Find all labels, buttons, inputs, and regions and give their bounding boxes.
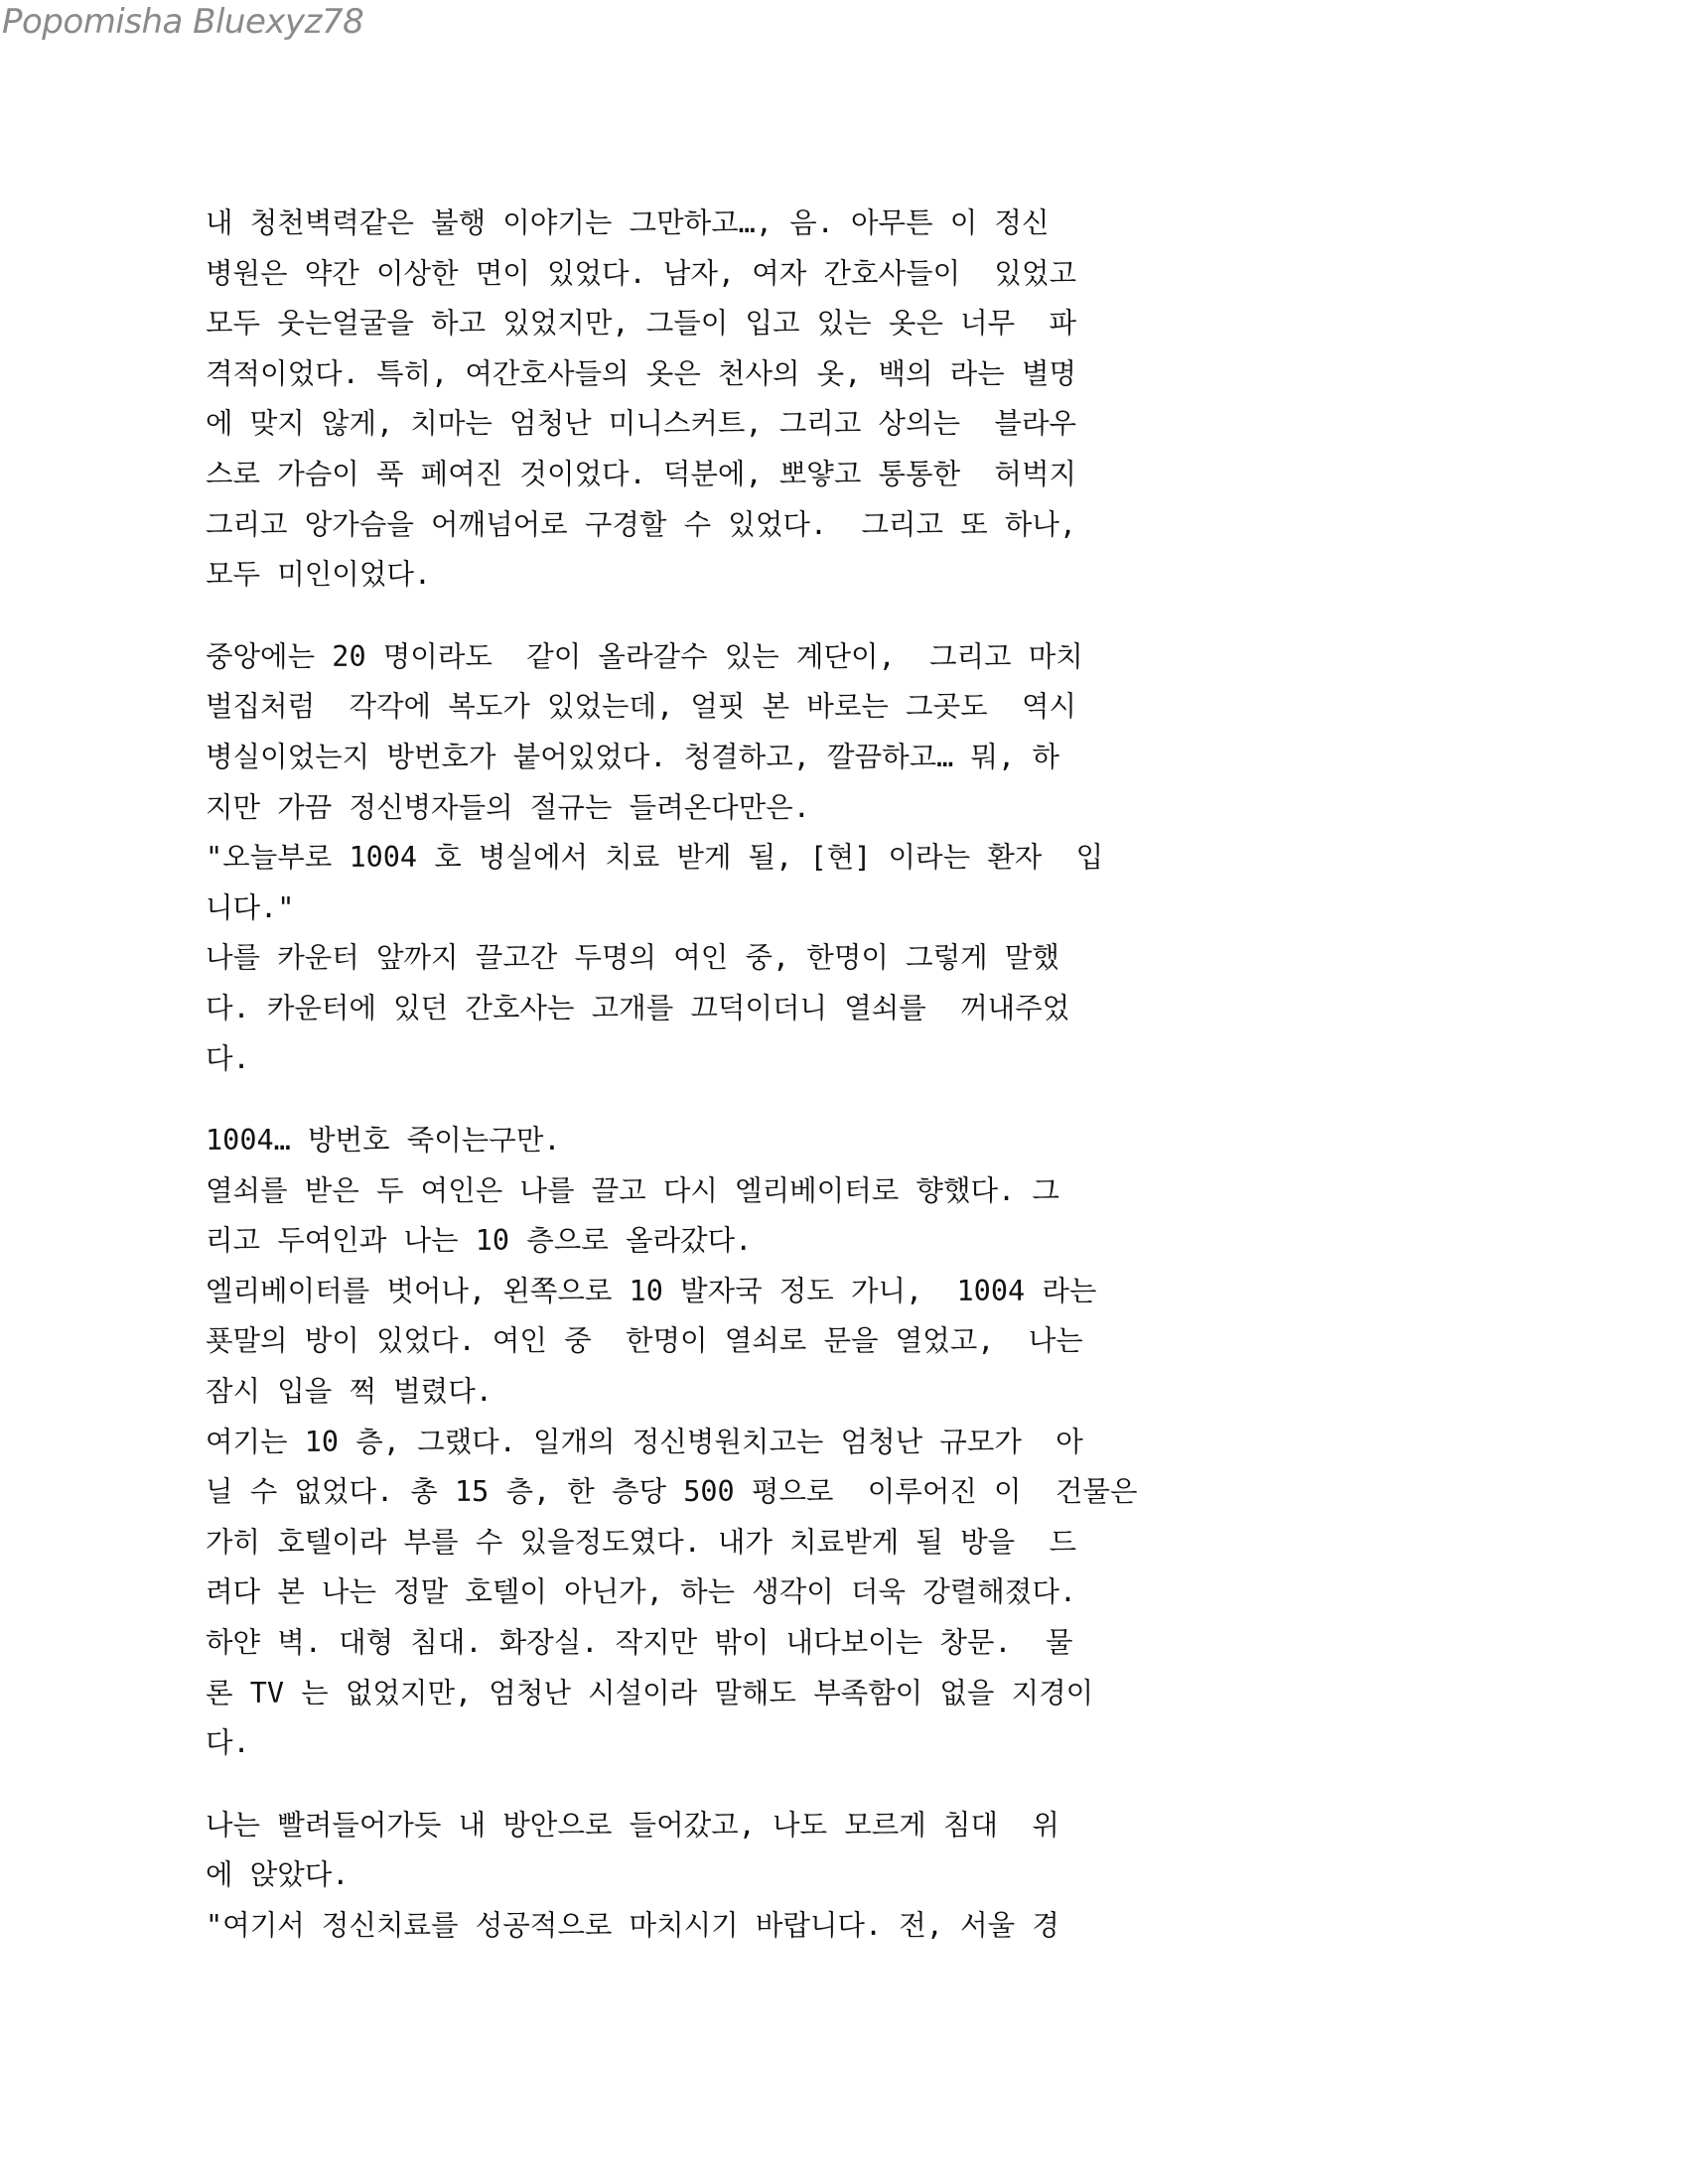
text-line: 잠시 입을 쩍 벌렸다. <box>206 1375 492 1409</box>
text-line: 지만 가끔 정신병자들의 절규는 들려온다만은. <box>206 790 810 824</box>
text-line: 에 맞지 않게, 치마는 엄청난 미니스커트, 그리고 상의는 블라우 <box>206 407 1077 441</box>
paragraph-3 <box>206 1116 1298 1769</box>
paragraph-4 <box>206 1801 1298 1952</box>
text-line: 나를 카운터 앞까지 끌고간 두명의 여인 중, 한명이 그렇게 말했 <box>206 941 1059 975</box>
paragraph-2 <box>206 632 1298 1084</box>
text-line: 하얀 벽. 대형 침대. 화장실. 작지만 밖이 내다보이는 창문. 물 <box>206 1626 1073 1660</box>
text-line: 려다 본 나는 정말 호텔이 아닌가, 하는 생각이 더욱 강렬해졌다. <box>206 1575 1077 1609</box>
text-line: 엘리베이터를 벗어나, 왼쪽으로 10 발자국 정도 가니, 1004 라는 <box>206 1274 1097 1307</box>
text-line: 다. <box>206 1041 250 1075</box>
text-line: 모두 미인이었다. <box>206 558 432 592</box>
text-line: 리고 두여인과 나는 10 층으로 올라갔다. <box>206 1224 753 1258</box>
text-line: 가히 호텔이라 부를 수 있을정도였다. 내가 치료받게 될 방을 드 <box>206 1525 1077 1559</box>
text-line: 벌집처럼 각각에 복도가 있었는데, 얼핏 본 바로는 그곳도 역시 <box>206 690 1077 724</box>
text-line: 다. <box>206 1726 250 1760</box>
watermark: Popomisha Bluexyz78 <box>2 2 364 42</box>
text-line: 나는 빨려들어가듯 내 방안으로 들어갔고, 나도 모르게 침대 위 <box>206 1808 1059 1842</box>
text-line: 푯말의 방이 있었다. 여인 중 한명이 열쇠로 문을 열었고, 나는 <box>206 1324 1083 1358</box>
text-line: 에 앉았다. <box>206 1858 350 1892</box>
text-line: 론 TV 는 없었지만, 엄청난 시설이라 말해도 부족함이 없을 지경이 <box>206 1676 1094 1709</box>
paragraph-1 <box>206 199 1298 601</box>
text-line: 중앙에는 20 명이라도 같이 올라갈수 있는 계단이, 그리고 마치 <box>206 639 1083 673</box>
text-line: 다. 카운터에 있던 간호사는 고개를 끄덕이더니 열쇠를 꺼내주었 <box>206 991 1070 1024</box>
text-line: 열쇠를 받은 두 여인은 나를 끌고 다시 엘리베이터로 향했다. 그 <box>206 1173 1059 1207</box>
text-line: "여기서 정신치료를 성공적으로 마치시기 바랍니다. 전, 서울 경 <box>206 1909 1059 1942</box>
text-line: 닐 수 없었다. 총 15 층, 한 층당 500 평으로 이루어진 이 건물은 <box>206 1475 1138 1509</box>
text-line: 그리고 앙가슴을 어깨넘어로 구경할 수 있었다. 그리고 또 하나, <box>206 507 1077 541</box>
text-line: "오늘부로 1004 호 병실에서 치료 받게 될, [현] 이라는 환자 입 <box>206 841 1104 875</box>
text-line: 여기는 10 층, 그랬다. 일개의 정신병원치고는 엄청난 규모가 아 <box>206 1425 1083 1458</box>
text-line: 니다." <box>206 890 295 924</box>
text-line: 격적이었다. 특히, 여간호사들의 옷은 천사의 옷, 백의 라는 별명 <box>206 356 1077 390</box>
page-body <box>206 199 1298 1952</box>
text-line: 병원은 약간 이상한 면이 있었다. 남자, 여자 간호사들이 있었고 <box>206 256 1077 290</box>
text-line: 스로 가슴이 푹 페여진 것이었다. 덕분에, 뽀얗고 통통한 허벅지 <box>206 457 1077 490</box>
text-line: 모두 웃는얼굴을 하고 있었지만, 그들이 입고 있는 옷은 너무 파 <box>206 307 1077 341</box>
text-line: 1004… 방번호 죽이는구만. <box>206 1124 561 1158</box>
text-line: 내 청천벽력같은 불행 이야기는 그만하고…, 음. 아무튼 이 정신 <box>206 206 1050 239</box>
text-line: 병실이었는지 방번호가 붙어있었다. 청결하고, 깔끔하고… 뭐, 하 <box>206 740 1059 773</box>
